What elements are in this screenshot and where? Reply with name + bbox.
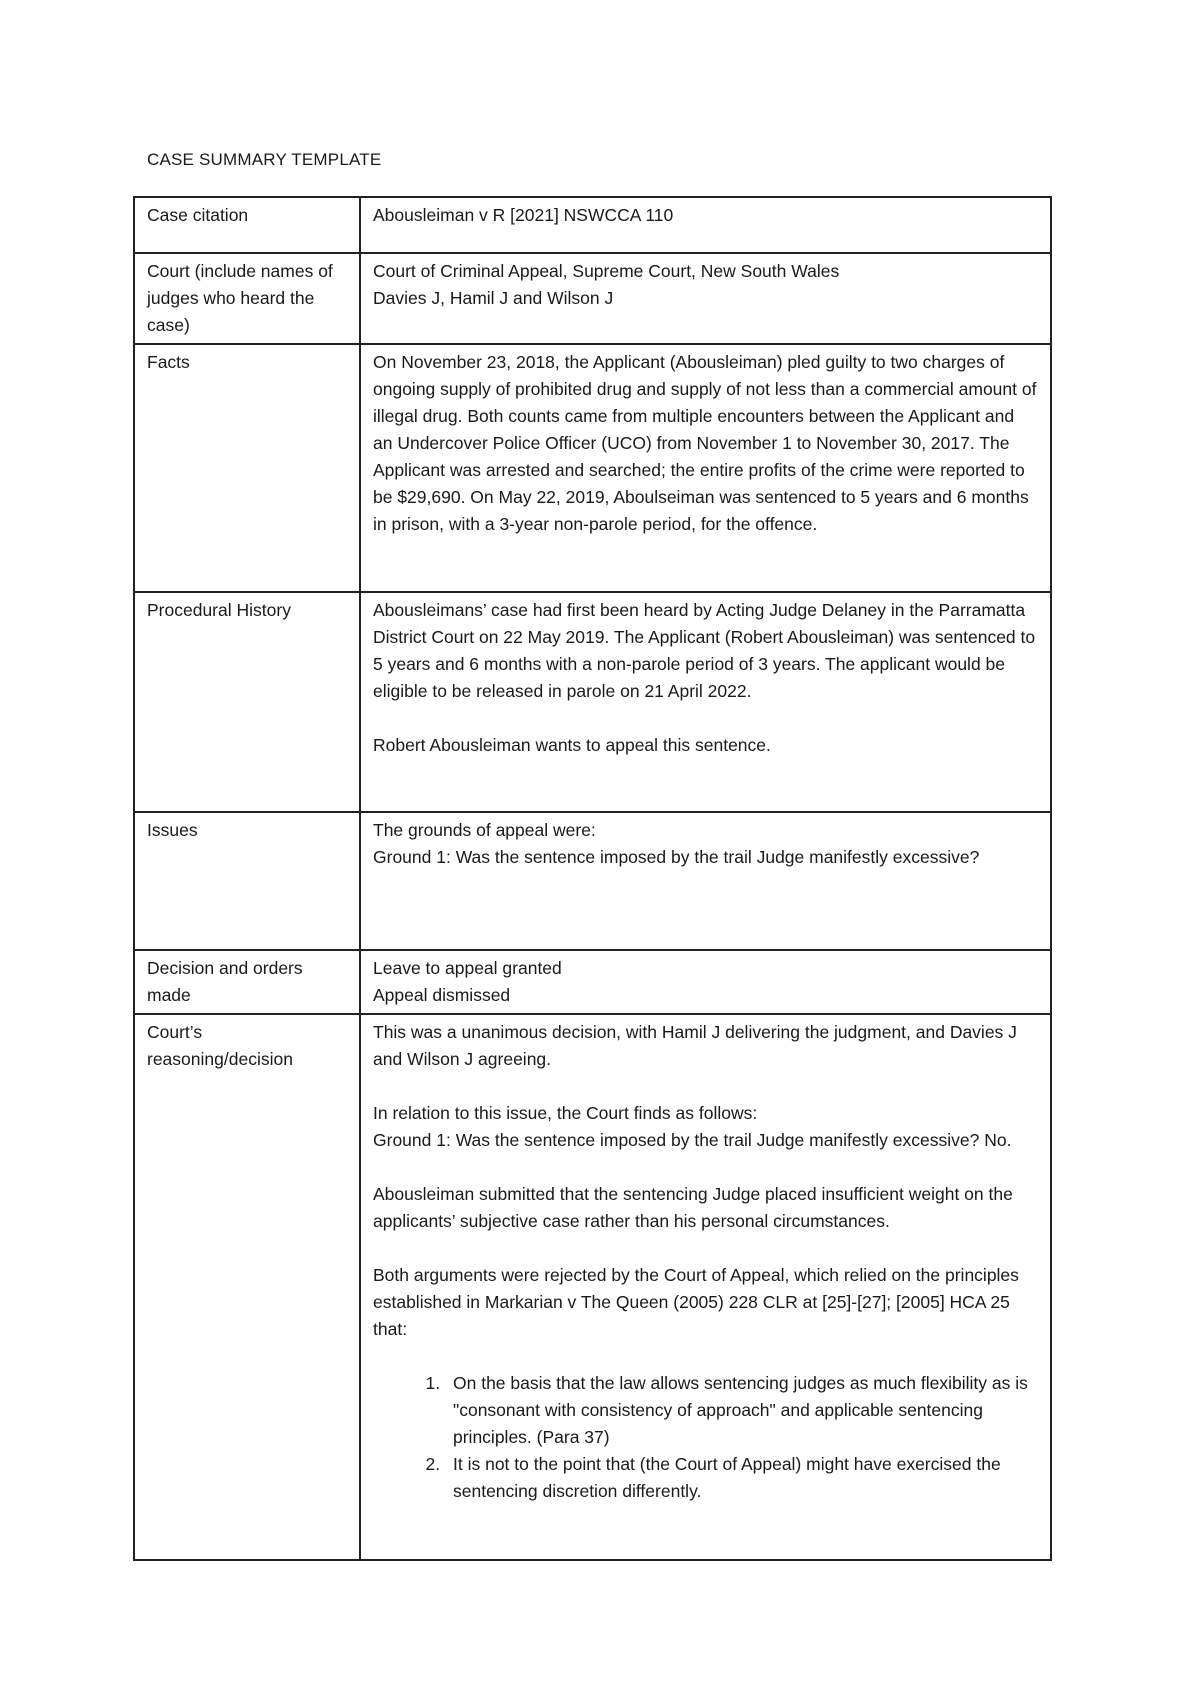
label-case-citation: Case citation bbox=[134, 197, 360, 253]
history-paragraph-2: Robert Abousleiman wants to appeal this sentence. bbox=[373, 735, 771, 755]
court-judges: Davies J, Hamil J and Wilson J bbox=[373, 288, 614, 308]
document-title: CASE SUMMARY TEMPLATE bbox=[147, 150, 382, 169]
row-issues bbox=[134, 812, 1051, 950]
label-issues: Issues bbox=[134, 812, 360, 950]
reasoning-findings-intro: In relation to this issue, the Court finds as follows: bbox=[373, 1103, 758, 1123]
row-court bbox=[134, 253, 1051, 344]
case-summary-table bbox=[133, 196, 1052, 1561]
value-court bbox=[360, 253, 1051, 344]
court-name: Court of Criminal Appeal, Supreme Court, New South Wales bbox=[373, 261, 840, 281]
list-item: 2. It is not to the point that (the Court of Appeal) might have exercised the sentencing discretion differently. bbox=[445, 1451, 1038, 1505]
decision-order-1: Leave to appeal granted bbox=[373, 958, 562, 978]
reasoning-paragraph-3: Abousleiman submitted that the sentencing Judge placed insufficient weight on the applicants’ subjective case rather than his personal circumstances. bbox=[373, 1184, 1013, 1231]
reasoning-paragraph-4: Both arguments were rejected by the Court of Appeal, which relied on the principles established in Markarian v The Queen (2005) 228 CLR at [25]-[27]; [2005] HCA 25 that: bbox=[373, 1265, 1019, 1339]
history-paragraph-1: Abousleimans’ case had first been heard by Acting Judge Delaney in the Parramatta District Court on 22 May 2019. The Applicant (Robert Abousleiman) was sentenced to 5 years and 6 months with a non-parole period of 3 years. The applicant would be eligible to be released in parole on 21 April 2022. bbox=[373, 600, 1036, 701]
label-court: Court (include names of judges who heard the case) bbox=[134, 253, 360, 344]
value-procedural-history bbox=[360, 592, 1051, 812]
reasoning-paragraph-2 bbox=[373, 1100, 1038, 1154]
row-facts bbox=[134, 344, 1051, 592]
list-item: 1. On the basis that the law allows sentencing judges as much flexibility as is "consonant with consistency of approach" and applicable sentencing principles. (Para 37) bbox=[445, 1370, 1038, 1451]
row-case-citation bbox=[134, 197, 1051, 253]
value-case-citation: Abousleiman v R [2021] NSWCCA 110 bbox=[360, 197, 1051, 253]
value-reasoning bbox=[360, 1014, 1051, 1560]
label-facts: Facts bbox=[134, 344, 360, 592]
row-procedural-history bbox=[134, 592, 1051, 812]
issues-intro: The grounds of appeal were: bbox=[373, 820, 596, 840]
label-procedural-history: Procedural History bbox=[134, 592, 360, 812]
reasoning-paragraph-1: This was a unanimous decision, with Hamil J delivering the judgment, and Davies J and Wilson J agreeing. bbox=[373, 1022, 1017, 1069]
decision-order-2: Appeal dismissed bbox=[373, 985, 511, 1005]
label-reasoning: Court’s reasoning/decision bbox=[134, 1014, 360, 1560]
value-facts: On November 23, 2018, the Applicant (Abousleiman) pled guilty to two charges of ongoing supply of prohibited drug and supply of not less than a commercial amount of illegal drug. Both counts came from multiple encounters between the Applicant and an Undercover Police Officer (UCO) from November 1 to November 30, 2017. The Applicant was arrested and searched; the entire profits of the crime were reported to be $29,690. On May 22, 2019, Aboulseiman was sentenced to 5 years and 6 months in prison, with a 3-year non-parole period, for the offence. bbox=[360, 344, 1051, 592]
reasoning-principles-list bbox=[373, 1370, 1038, 1505]
value-decision bbox=[360, 950, 1051, 1014]
issues-ground-1: Ground 1: Was the sentence imposed by the trail Judge manifestly excessive? bbox=[373, 847, 980, 867]
value-issues bbox=[360, 812, 1051, 950]
row-reasoning bbox=[134, 1014, 1051, 1560]
label-decision: Decision and orders made bbox=[134, 950, 360, 1014]
reasoning-ground-1: Ground 1: Was the sentence imposed by the trail Judge manifestly excessive? No. bbox=[373, 1130, 1012, 1150]
row-decision bbox=[134, 950, 1051, 1014]
